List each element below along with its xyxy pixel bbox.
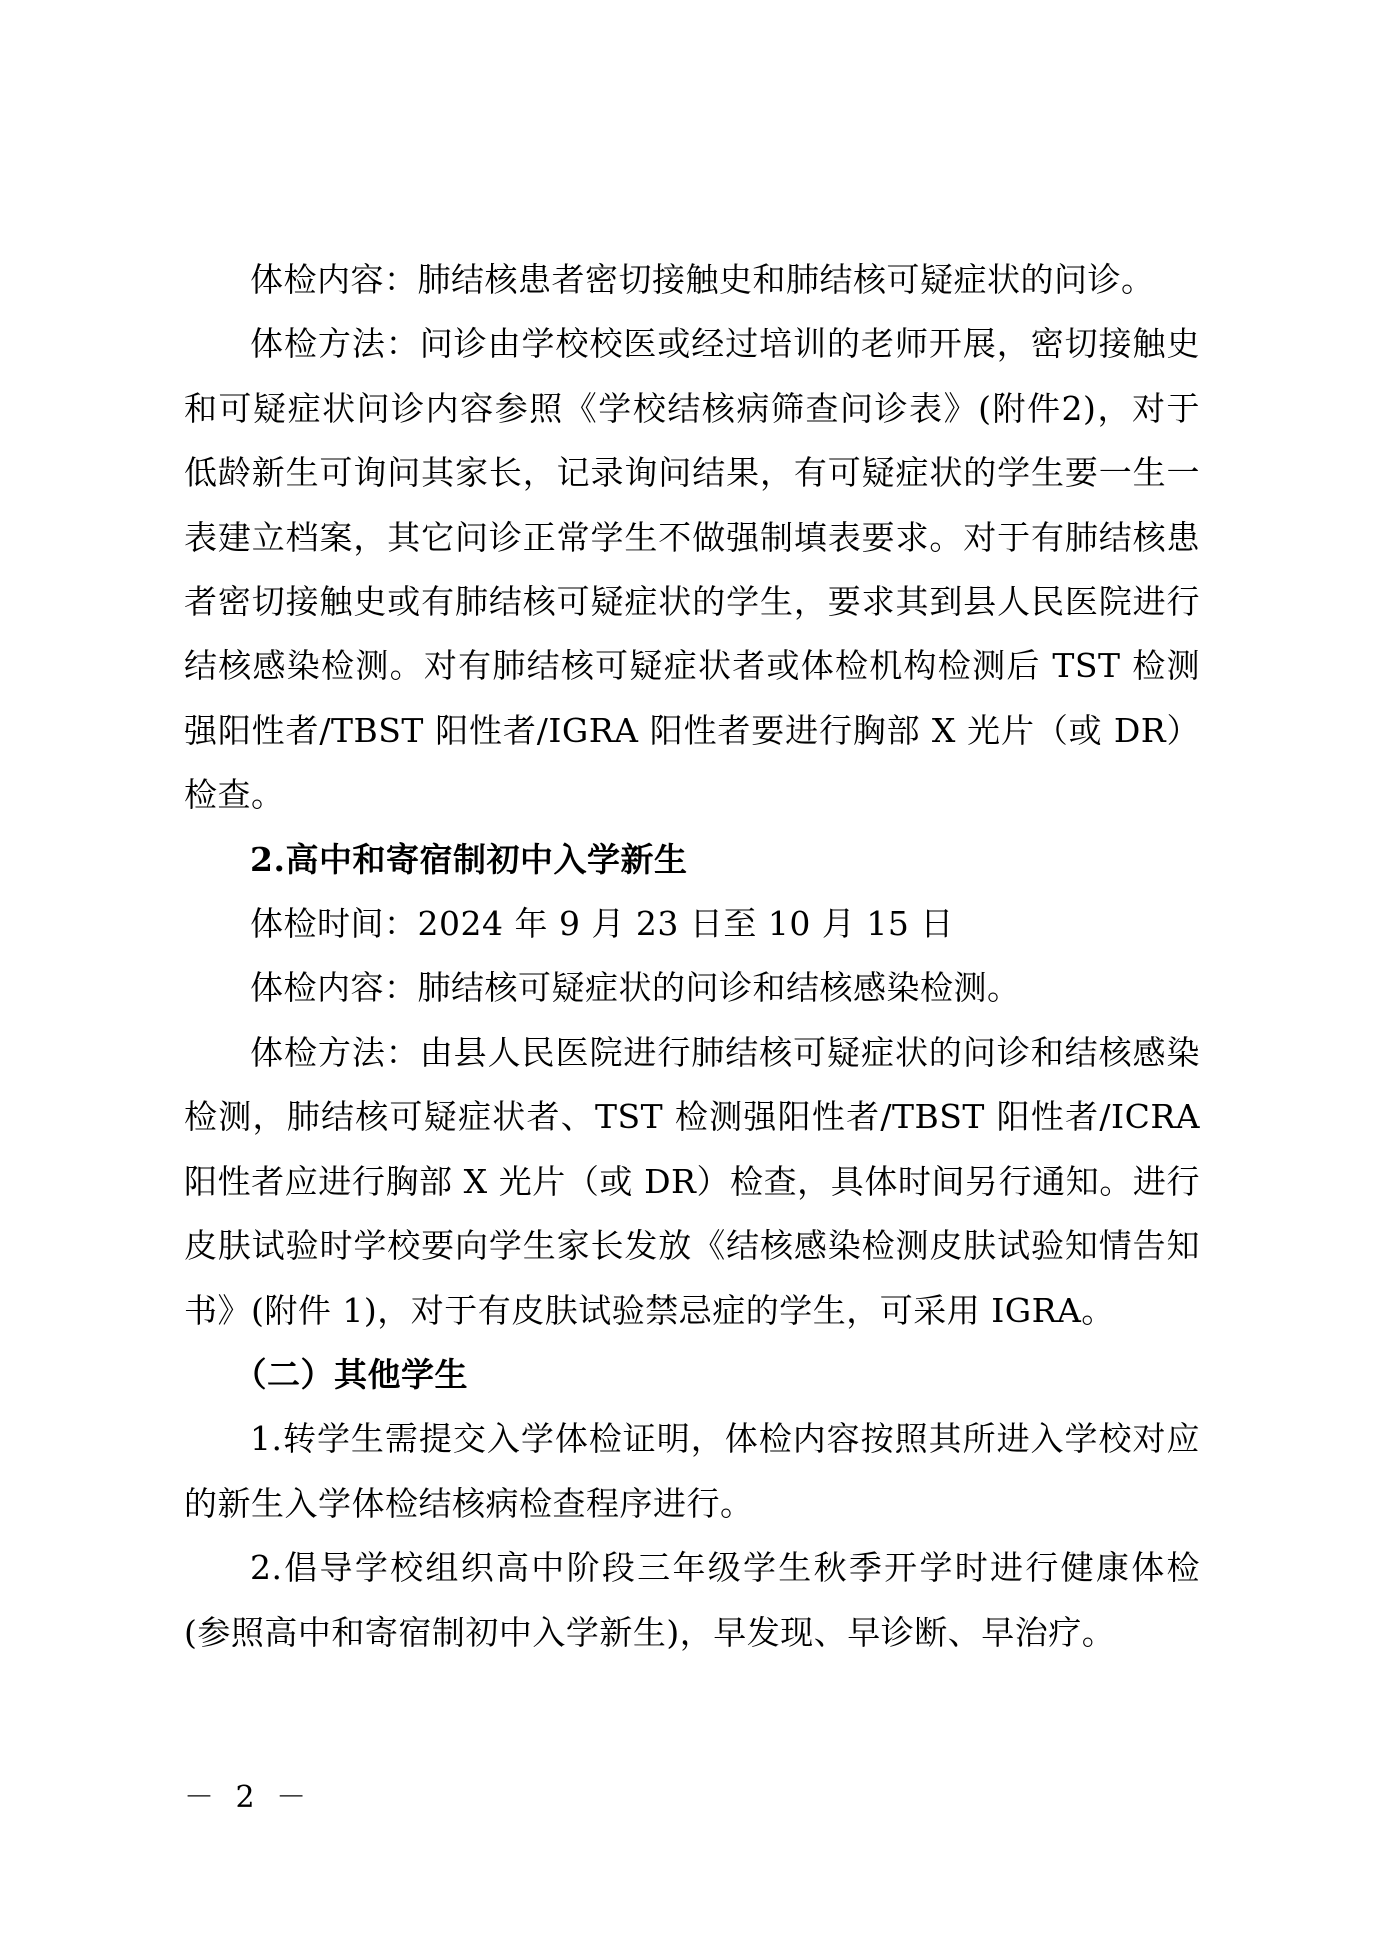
document-body bbox=[184, 248, 1200, 1665]
section-heading-high-school: 2.高中和寄宿制初中入学新生 bbox=[250, 839, 688, 879]
paragraph-exam-method-2: 体检方法：由县人民医院进行肺结核可疑症状的问诊和结核感染检测，肺结核可疑症状者、TST 检测强阳性者/TBST 阳性者/ICRA 阳性者应进行胸部 X 光片（或 DR）检查，具体时间另行通知。进行皮肤试验时学校要向学生家长发放《结核感染检测皮肤试验知情告知书》(附件 1)，对于有皮肤试验禁忌症的学生，可采用 IGRA。 bbox=[184, 1032, 1200, 1330]
section-heading-other-students: （二）其他学生 bbox=[233, 1354, 468, 1394]
paragraph-exam-content-1: 体检内容：肺结核患者密切接触史和肺结核可疑症状的问诊。 bbox=[250, 260, 1155, 299]
paragraph-exam-method-1: 体检方法：问诊由学校校医或经过培训的老师开展，密切接触史和可疑症状问诊内容参照《学校结核病筛查问诊表》(附件2)，对于低龄新生可询问其家长，记录询问结果，有可疑症状的学生要一生一表建立档案，其它问诊正常学生不做强制填表要求。对于有肺结核患者密切接触史或有肺结核可疑症状的学生，要求其到县人民医院进行结核感染检测。对有肺结核可疑症状者或体检机构检测后 TST 检测强阳性者/TBST 阳性者/IGRA 阳性者要进行胸部 X 光片（或 DR）检查。 bbox=[184, 324, 1200, 815]
paragraph-senior-students: 2.倡导学校组织高中阶段三年级学生秋季开学时进行健康体检(参照高中和寄宿制初中入学新生)，早发现、早诊断、早治疗。 bbox=[184, 1548, 1200, 1652]
paragraph-transfer-students: 1.转学生需提交入学体检证明，体检内容按照其所进入学校对应的新生入学体检结核病检查程序进行。 bbox=[184, 1419, 1200, 1523]
page-number: － 2 － bbox=[184, 1780, 313, 1815]
paragraph-exam-time: 体检时间：2024 年 9 月 23 日至 10 月 15 日 bbox=[250, 904, 954, 944]
paragraph-exam-content-2: 体检内容：肺结核可疑症状的问诊和结核感染检测。 bbox=[250, 968, 1021, 1008]
